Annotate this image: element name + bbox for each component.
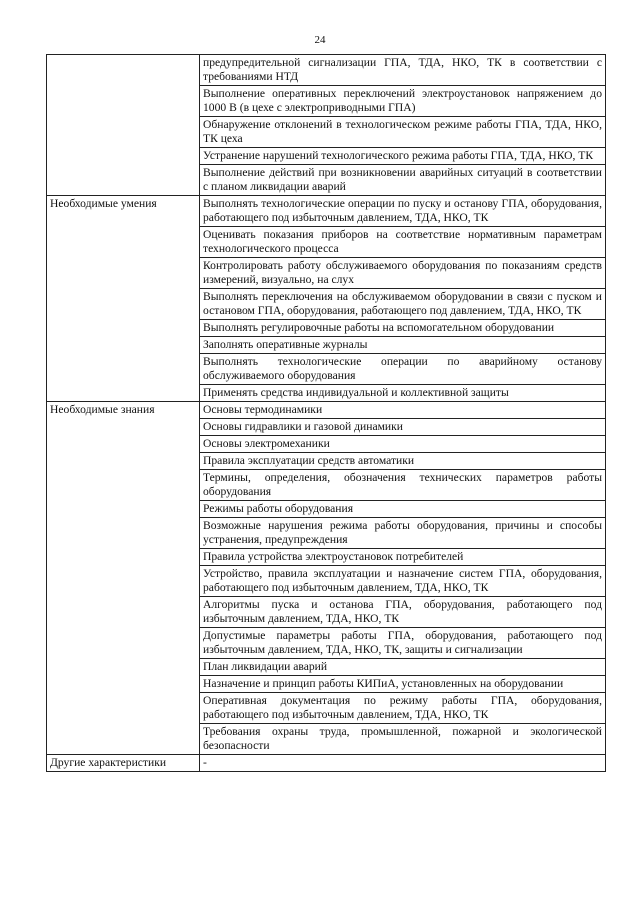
requirement-item: Применять средства индивидуальной и коллективной защиты [200, 385, 606, 402]
table-row [47, 755, 606, 772]
requirement-item: Выполнение оперативных переключений электроустановок напряжением до 1000 В (в цехе с электроприводными ГПА) [200, 86, 606, 117]
requirement-item: Правила эксплуатации средств автоматики [200, 453, 606, 470]
table-row [47, 196, 606, 227]
requirement-item: Основы гидравлики и газовой динамики [200, 419, 606, 436]
requirement-item: Обнаружение отклонений в технологическом режиме работы ГПА, ТДА, НКО, ТК цеха [200, 117, 606, 148]
section-label [47, 55, 200, 196]
requirement-item: Основы термодинамики [200, 402, 606, 419]
requirement-item: План ликвидации аварий [200, 659, 606, 676]
requirement-item: Допустимые параметры работы ГПА, оборудования, работающего под избыточным давлением, ТДА, НКО, ТК, защиты и сигнализации [200, 628, 606, 659]
requirement-item: Режимы работы оборудования [200, 501, 606, 518]
section-label: Другие характеристики [47, 755, 200, 772]
requirement-item: Выполнение действий при возникновении аварийных ситуаций в соответствии с планом ликвидации аварий [200, 165, 606, 196]
requirement-item: Возможные нарушения режима работы оборудования, причины и способы устранения, предупреждения [200, 518, 606, 549]
table-row [47, 55, 606, 86]
requirement-item: Выполнять технологические операции по аварийному останову обслуживаемого оборудования [200, 354, 606, 385]
section-label: Необходимые знания [47, 402, 200, 755]
requirement-item: Правила устройства электроустановок потребителей [200, 549, 606, 566]
requirement-item: Выполнять регулировочные работы на вспомогательном оборудовании [200, 320, 606, 337]
requirement-item: Оценивать показания приборов на соответствие нормативным параметрам технологического процесса [200, 227, 606, 258]
requirement-item: Алгоритмы пуска и останова ГПА, оборудования, работающего под избыточным давлением, ТДА, НКО, ТК [200, 597, 606, 628]
requirement-item: Устранение нарушений технологического режима работы ГПА, ТДА, НКО, ТК [200, 148, 606, 165]
requirement-item: Контролировать работу обслуживаемого оборудования по показаниям средств измерений, визуально, на слух [200, 258, 606, 289]
requirement-item: Назначение и принцип работы КИПиА, установленных на оборудовании [200, 676, 606, 693]
requirement-item: Выполнять технологические операции по пуску и останову ГПА, оборудования, работающего под избыточным давлением, ТДА, НКО, ТК [200, 196, 606, 227]
requirement-item: Термины, определения, обозначения технических параметров работы оборудования [200, 470, 606, 501]
requirement-item: Требования охраны труда, промышленной, пожарной и экологической безопасности [200, 724, 606, 755]
requirement-item: Выполнять переключения на обслуживаемом оборудовании в связи с пуском и остановом ГПА, оборудования, работающего под давлением, ТДА, НКО, ТК [200, 289, 606, 320]
requirements-table [46, 54, 606, 772]
requirement-item: Основы электромеханики [200, 436, 606, 453]
requirement-item: Оперативная документация по режиму работы ГПА, оборудования, работающего под избыточным давлением, ТДА, НКО, ТК [200, 693, 606, 724]
requirements-table-body [47, 55, 606, 772]
table-row [47, 402, 606, 419]
requirement-item: Устройство, правила эксплуатации и назначение систем ГПА, оборудования, работающего под избыточным давлением, ТДА, НКО, ТК [200, 566, 606, 597]
requirement-item: Заполнять оперативные журналы [200, 337, 606, 354]
section-label: Необходимые умения [47, 196, 200, 402]
requirement-item: - [200, 755, 606, 772]
page-number: 24 [314, 34, 326, 46]
requirement-item: предупредительной сигнализации ГПА, ТДА, НКО, ТК в соответствии с требованиями НТД [200, 55, 606, 86]
